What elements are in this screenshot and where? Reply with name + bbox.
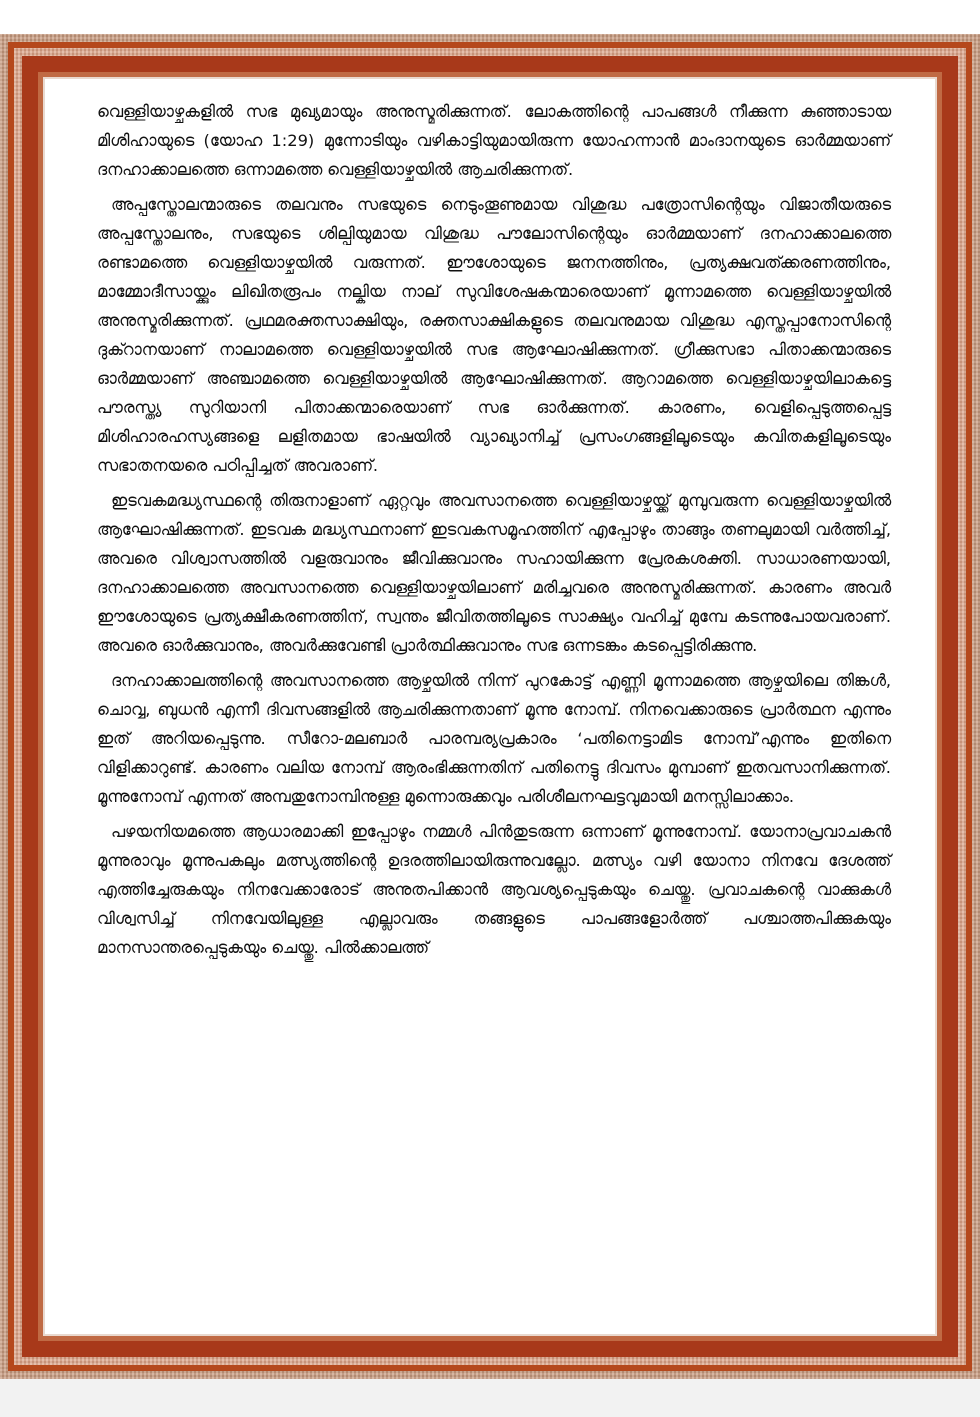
paragraph-4: ദനഹാക്കാലത്തിന്റെ അവസാനത്തെ ആഴ്ചയിൽ നിന്ന് പുറകോട്ട് എണ്ണി മൂന്നാമത്തെ ആഴ്ചയിലെ തിങ്കൾ, ചൊവ്വ, ബുധൻ എന്നീ ദിവസങ്ങളിൽ ആചരിക്കുന്നതാണ് മൂന്നു നോമ്പ്. നിനവെക്കാരുടെ പ്രാർത്ഥന എന്നും ഇത് അറിയപ്പെടുന്നു. സീറോ-മലബാർ പാരമ്പര്യപ്രകാരം ‘പതിനെട്ടാമിട നോമ്പ്’എന്നും ഇതിനെ വിളിക്കാറുണ്ട്. കാരണം വലിയ നോമ്പ് ആരംഭിക്കുന്നതിന് പതിനെട്ടു ദിവസം മുമ്പാണ് ഇതവസാനിക്കുന്നത്. മൂന്നുനോമ്പ് എന്നത് അമ്പതുനോമ്പിനുള്ള മുന്നൊരുക്കവും പരിശീലനഘട്ടവുമായി മനസ്സിലാക്കാം. (97, 671, 891, 806)
frame-red-band (8, 42, 972, 1371)
frame-inner-border (38, 72, 942, 1341)
paragraph-1: വെള്ളിയാഴ്ചകളിൽ സഭ മുഖ്യമായും അനുസ്മരിക്കുന്നത്. ലോകത്തിന്റെ പാപങ്ങൾ നീക്കുന്ന കുഞ്ഞാടായ മിശിഹായുടെ (യോഹ 1:29) മുന്നോടിയും വഴികാട്ടിയുമായിരുന്ന യോഹന്നാൻ മാംദാനയുടെ ഓർമ്മയാണ് ദനഹാക്കാലത്തെ ഒന്നാമത്തെ വെള്ളിയാഴ്ചയിൽ ആചരിക്കുന്നത്. (97, 102, 891, 179)
top-margin (0, 0, 980, 34)
bottom-margin (0, 1379, 980, 1417)
paragraph-5: പഴയനിയമത്തെ ആധാരമാക്കി ഇപ്പോഴും നമ്മൾ പിൻതുടരുന്ന ഒന്നാണ് മൂന്നുനോമ്പ്. യോനാപ്രവാചകൻ മൂന്നുരാവും മൂന്നുപകലും മത്സ്യത്തിന്റെ ഉദരത്തിലായിരുന്നുവല്ലോ. മത്സ്യം വഴി യോനാ നിനവേ ദേശത്ത് എത്തിച്ചേരുകയും നിനവേക്കാരോട് അനുതപിക്കാൻ ആവശ്യപ്പെടുകയും ചെയ്തു. പ്രവാചകന്റെ വാക്കുകൾ വിശ്വസിച്ച് നിനവേയിലുള്ള എല്ലാവരും തങ്ങളുടെ പാപങ്ങളോർത്ത് പശ്ചാത്തപിക്കുകയും മാനസാന്തരപ്പെടുകയും ചെയ്തു. പിൽക്കാലത്ത് (97, 822, 891, 957)
frame-pattern-band (14, 48, 966, 1365)
paragraph-2: അപ്പസ്തോലന്മാരുടെ തലവനും സഭയുടെ നെടുംതൂണുമായ വിശുദ്ധ പത്രോസിന്റെയും വിജാതീയരുടെ അപ്പസ്തോലനും, സഭയുടെ ശില്പിയുമായ വിശുദ്ധ പൗലോസിന്റെയും ഓർമ്മയാണ് ദനഹാക്കാലത്തെ രണ്ടാമത്തെ വെള്ളിയാഴ്ചയിൽ വരുന്നത്. ഈശോയുടെ ജനനത്തിനും, പ്രത്യക്ഷവത്ക്കരണത്തിനും, മാമ്മോദീസായ്ക്കും ലിഖിതരൂപം നല്കിയ നാല് സുവിശേഷകന്മാരെയാണ് മൂന്നാമത്തെ വെള്ളിയാഴ്ചയിൽ അനുസ്മരിക്കുന്നത്. പ്രഥമരക്തസാക്ഷിയും, രക്തസാക്ഷികളുടെ തലവനുമായ വിശുദ്ധ എസ്തപ്പാനോസിന്റെ ദുക്റാനയാണ് നാലാമത്തെ വെള്ളിയാഴ്ചയിൽ സഭ ആഘോഷിക്കുന്നത്. ഗ്രീക്കുസഭാ പിതാക്കന്മാരുടെ ഓർമ്മയാണ് അഞ്ചാമത്തെ വെള്ളിയാഴ്ചയിൽ ആഘോഷിക്കുന്നത്. ആറാമത്തെ വെള്ളിയാഴ്ചയിലാകട്ടെ പൗരസ്ത്യ സുറിയാനി പിതാക്കന്മാരെയാണ് സഭ ഓർക്കുന്നത്. കാരണം, വെളിപ്പെടുത്തപ്പെട്ട മിശിഹാരഹസ്യങ്ങളെ ലളിതമായ ഭാഷയിൽ വ്യാഖ്യാനിച്ച് പ്രസംഗങ്ങളിലൂടെയും കവിതകളിലൂടെയും സഭാതനയരെ പഠിപ്പിച്ചത് അവരാണ്. (97, 195, 891, 475)
frame-dark-band (22, 56, 958, 1357)
paragraph-3: ഇടവകമദ്ധ്യസ്ഥന്റെ തിരുനാളാണ് ഏറ്റവും അവസാനത്തെ വെള്ളിയാഴ്ചയ്ക്ക് മുമ്പുവരുന്ന വെള്ളിയാഴ്ചയിൽ ആഘോഷിക്കുന്നത്. ഇടവക മദ്ധ്യസ്ഥനാണ് ഇടവകസമൂഹത്തിന് എപ്പോഴും താങ്ങും തണലുമായി വർത്തിച്ച്, അവരെ വിശ്വാസത്തിൽ വളരുവാനും ജീവിക്കുവാനും സഹായിക്കുന്ന പ്രേരകശക്തി. സാധാരണയായി, ദനഹാക്കാലത്തെ അവസാനത്തെ വെള്ളിയാഴ്ചയിലാണ് മരിച്ചവരെ അനുസ്മരിക്കുന്നത്. കാരണം അവർ ഈശോയുടെ പ്രത്യക്ഷീകരണത്തിന്, സ്വന്തം ജീവിതത്തിലൂടെ സാക്ഷ്യം വഹിച്ച് മുമ്പേ കടന്നുപോയവരാണ്. അവരെ ഓർക്കുവാനും, അവർക്കുവേണ്ടി പ്രാർത്ഥിക്കുവാനും സഭ ഒന്നടങ്കം കടപ്പെട്ടിരിക്കുന്നു. (97, 491, 891, 655)
decorative-page-frame (0, 34, 980, 1379)
document-page (43, 77, 937, 1336)
